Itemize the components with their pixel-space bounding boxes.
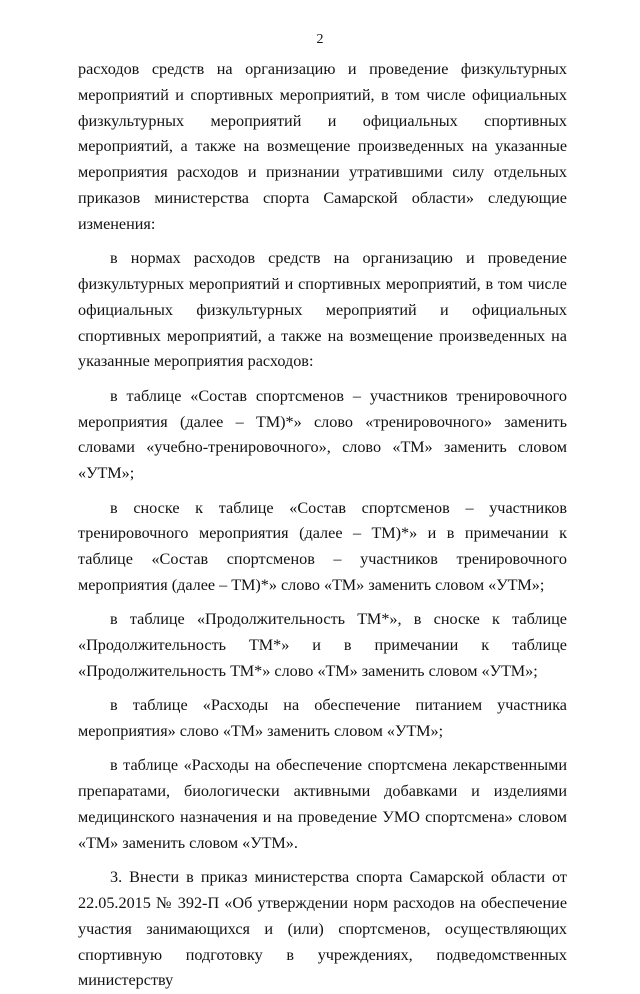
document-body bbox=[78, 57, 567, 994]
paragraph-table-meals: в таблице «Расходы на обеспечение питанием участника мероприятия» слово «ТМ» заменить словом «УТМ»; bbox=[78, 696, 567, 741]
paragraph-item-3: 3. Внести в приказ министерства спорта Самарской области от 22.05.2015 № 392-П «Об утверждении норм расходов на обеспечение участия занимающихся и (или) спортсменов, осуществляющих спортивную подготовку в учреждениях, подведомственных министерству bbox=[78, 868, 567, 990]
paragraph-norms-amendment: в нормах расходов средств на организацию и проведение физкультурных мероприятий и спортивных мероприятий, в том числе официальных физкультурных мероприятий и официальных спортивных мероприятий, а также на возмещение произведенных на указанные мероприятия расходов: bbox=[78, 249, 567, 371]
paragraph-continuation: расходов средств на организацию и проведение физкультурных мероприятий и спортивных мероприятий, в том числе официальных физкультурных мероприятий и официальных спортивных мероприятий, а также на возмещение произведенных на указанные мероприятия расходов и признании утратившими силу отдельных приказов министерства спорта Самарской области» следующие изменения: bbox=[78, 60, 567, 233]
paragraph-footnote-athletes: в сноске к таблице «Состав спортсменов – участников тренировочного мероприятия (далее – ТМ)*» и в примечании к таблице «Состав спортсменов – участников тренировочного мероприятия (далее – ТМ)*» слово «ТМ» заменить словом «УТМ»; bbox=[78, 498, 567, 594]
paragraph-table-duration: в таблице «Продолжительность ТМ*», в сноске к таблице «Продолжительность ТМ*» и в примечании к таблице «Продолжительность ТМ*» слово «ТМ» заменить словом «УТМ»; bbox=[78, 610, 567, 680]
paragraph-table-athletes: в таблице «Состав спортсменов – участников тренировочного мероприятия (далее – ТМ)*» слово «тренировочного» заменить словами «учебно-тренировочного», слово «ТМ» заменить словом «УТМ»; bbox=[78, 386, 567, 483]
page-number: 2 bbox=[316, 32, 324, 47]
paragraph-table-medicines: в таблице «Расходы на обеспечение спортсмена лекарственными препаратами, биологически активными добавками и изделиями медицинского назначения и на проведение УМО спортсмена» словом «ТМ» заменить словом «УТМ». bbox=[78, 756, 567, 852]
